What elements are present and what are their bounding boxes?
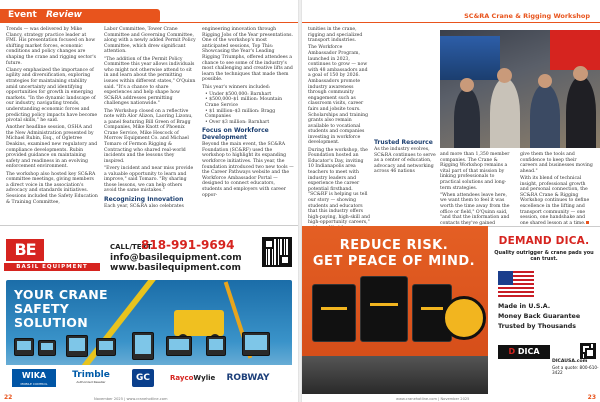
paragraph: This year's winners included: [202,84,271,90]
reduce-risk-ad[interactable] [300,226,488,394]
page-number: 23 [587,394,596,401]
risk-headline-2: GET PEACE OF MIND. [312,254,476,269]
person-figure [454,88,480,148]
display-device-icon [166,336,192,356]
paragraph: During the workshop, the Foundation hosted an Educator's Day, inviting 10 Indianapolis area teachers to meet with industry leaders and experience the career potential firsthand. "SC&RF is helping us tell our story — showing students and educators that this industry offers high-paying, high-skill and high-opportunity careers," [308,147,370,226]
paragraph: "When attendees leave here, we want them to feel it was worth the time away from the office or field," O'Quinn said, "and that the information and contacts they've gained [440,192,510,226]
dica-ad[interactable] [488,226,600,394]
handheld-device-icon [132,332,154,360]
article-column-3 [202,27,294,200]
dica-logo: D DICA [498,345,550,359]
trimble-logo: Trimble Authorized Reseller [72,370,110,384]
subheading: Recognizing Innovation [104,196,184,203]
basil-logo-mark: BE [6,239,44,261]
paragraph: "Every incident and near miss provide a valuable opportunity to learn and improve," said Tomaro. "By sharing those lessons, we can help others avoid the same mistakes." [104,166,194,194]
basil-company-name: BASIL EQUIPMENT [4,263,100,271]
dica-feature: Trusted by Thousands [498,323,577,330]
paragraph: give them the tools and confidence to keep their careers and businesses moving ahead." [520,152,593,174]
wika-logo: WIKA MOBILE CONTROL [12,369,56,387]
paragraph: Labor Committee, Tower Crane Committee and Governing Committee, along with a newly added Permit Policy Committee, which drew significant attention. [104,27,196,55]
person-figure [566,76,596,148]
dica-feature: Money Back Guarantee [498,313,581,320]
paragraph: The Workshop closed on a reflective note with Alor Alizon, Laoring Lizonu, a panel featuring Bill Green of Bragg Companies, Mike Knott of Phoenix Crane Service, Mike Hescock of Morrow Equipment Co. and Michael Tomaro of Fermon Rigging & Contracting who shared real-world incidents and the lessons they inspired. [104,108,193,164]
section-label-event: Event [8,10,37,20]
article-column-4b [374,27,436,177]
dica-url[interactable]: DICAUSA.com [552,359,588,364]
person-head [460,78,474,92]
paragraph: Each year, SC&RA also celebrates [104,204,184,209]
crane-body-graphic [174,310,224,336]
section-header [0,9,160,23]
list-item: • Over $3 million: Barnhart [205,119,270,125]
paragraph: Trends — was delivered by Mike Clancy, strategy practice leader at FMI. His presentation focused on how shifting market forces, economic conditions and policy changes are shaping the crane and rigging sector's future. [6,27,97,66]
person-figure [530,84,560,148]
rayco-wylie-logo: RaycoWylie [170,374,216,382]
robway-logo: ROBWAY [226,373,270,383]
subheading: Focus on Workforce Development [202,127,269,142]
outrigger-pad-icon [312,284,356,342]
dica-quote-line[interactable]: Get a quote: 800-610-3422 [552,365,599,375]
list-item: • $500,000–$1 million: Mountain Crane Service [205,97,283,108]
paragraph: "The addition of the Permit Policy Committee this year allows individuals who might not otherwise attend to sit in and learn about the permitting issues within different states," O'Quinn said. "It's a chance to share experiences and help shape how SC&RA addresses permitting challenges nationwide." [104,56,196,107]
paragraph: and more than 1,350 member companies. The Crane & Rigging Workshop remains a vital part of that mission by linking professionals to practical solutions and long-term strategies. [440,152,510,191]
basil-equipment-ad[interactable] [0,225,298,393]
risk-headline-1: REDUCE RISK. [339,238,449,253]
display-device-icon [206,336,226,356]
article-column-6 [520,152,594,228]
subheading: Trusted Resource [374,139,433,146]
article-column-4 [308,27,370,239]
crane-safety-headline [14,288,108,330]
gc-logo: GC [132,369,154,387]
list-item: • $1 million–$3 million: Bragg Companies [205,108,276,120]
outrigger-pad-icon [360,276,408,342]
article-column-1 [6,27,98,207]
call-text-label: CALL/TEXT [110,243,152,251]
page-number: 22 [4,394,13,401]
paragraph: Beyond the main event, the SC&RA Foundation (SC&RF) used the workshop to highlight its expanding workforce initiatives. This year, the foundation introduced two new tools — the Career Pathways website and the Workforce Ambassador Portal — designed to connect educators, students and employers with career oppor- [202,142,294,198]
person-head [573,66,588,81]
headline-line: SAFETY [14,301,70,316]
pad-base-graphic [300,356,488,394]
person-figure [490,78,520,148]
qr-code-icon[interactable] [262,237,292,267]
basil-email[interactable]: info@basilequipment.com [110,253,242,263]
banner-graphic [550,30,600,70]
paragraph: With its blend of technical insight, professional growth and personal connection, the SC&RA Crane & Rigging Workshop continues to define excellence in the lifting and transport community — one session, one handshake and one shared lesson at a time. [520,175,590,226]
us-flag-icon [498,271,534,297]
footer-text: www.cranehotline.com | November 2025 [396,397,470,401]
section-label-review: Review [46,10,82,20]
basil-website[interactable]: www.basilequipment.com [110,263,241,273]
display-device-icon [38,340,56,356]
partner-logos [6,365,292,392]
paragraph: The Workforce Ambassador Program, launched in 2023, continues to grow — now with 48 ambassadors and a goal of 150 by 2026. Ambassadors promote industry awareness through community engagement such as classroom visits, career fairs and jobsite tours. Scholarships and training grants also remain available to vocational students and companies investing in workforce development. [308,45,369,146]
footer-text: November 2025 | www.cranehotline.com [94,397,168,401]
article-column-5 [440,152,514,228]
list-item: • Under $500,000: Barnhart [205,91,272,97]
end-mark-icon [586,221,589,224]
dica-subline: Quality outrigger & crane pads you can trust. [494,250,594,262]
paragraph: Clancy emphasized the importance of agility and diversification, exploring strategies for maintaining stability amid uncertainty and identifying opportunities for growth in emerging markets. "In the dynamic landscape of our industry, navigating trends, understanding economic forces and predicting policy impacts have become pivotal skills," he said. [6,67,98,124]
display-device-icon [14,338,34,356]
paragraph: The workshop also hosted key SC&RA committee meetings, giving members a direct voice in the association's advocacy and standards initiatives. Sessions included the Safety Education & Training Committee, [6,171,98,205]
crane-safety-panel [6,280,292,392]
paragraph: tunities in the crane, rigging and specialized transport industries. [308,27,363,44]
winners-list [202,92,294,126]
section-header-right: SC&RA Crane & Rigging Workshop [464,12,590,20]
dica-feature: Made in U.S.A. [498,303,551,310]
display-device-icon [66,335,88,357]
header-rule [0,22,300,23]
qr-code-icon[interactable] [580,343,596,359]
dica-headline: DEMAND DICA. [498,235,590,247]
paragraph: As the industry evolves, SC&RA continues to serve as a center of education, advocacy and networking across 46 nations [374,147,436,175]
headline-line: SOLUTION [14,315,88,330]
header-rule [300,22,600,23]
workshop-photo [440,30,600,148]
person-head [497,68,512,83]
display-device-icon [242,332,270,356]
article-column-2 [104,27,196,211]
headline-line: YOUR CRANE [14,287,108,302]
banner-graphic [440,36,500,80]
page-gutter [298,0,302,402]
display-device-icon [96,338,116,356]
right-page [300,0,600,402]
paragraph: Another headline session, OSHA and the New Administration presented by Michael Rubin, Esq., of Ogletree Deakins, examined new regulatory and compliance developments. Rubin provided guidance on maintaining safety and readiness in an evolving enforcement environment. [6,125,98,170]
basil-phone[interactable]: 818-991-9694 [141,238,235,252]
paragraph: engineering innovation through Rigging Jobs of the Year presentations. One of the workshop's most anticipated sessions, Top This: Showcasing the Year's Leading Rigging Triumphs, offered attendees a chance to see some of the industry's most challenging and creative lifts and learn the techniques that made them possible. [202,27,293,83]
person-head [538,74,552,88]
round-pad-icon [442,296,486,340]
